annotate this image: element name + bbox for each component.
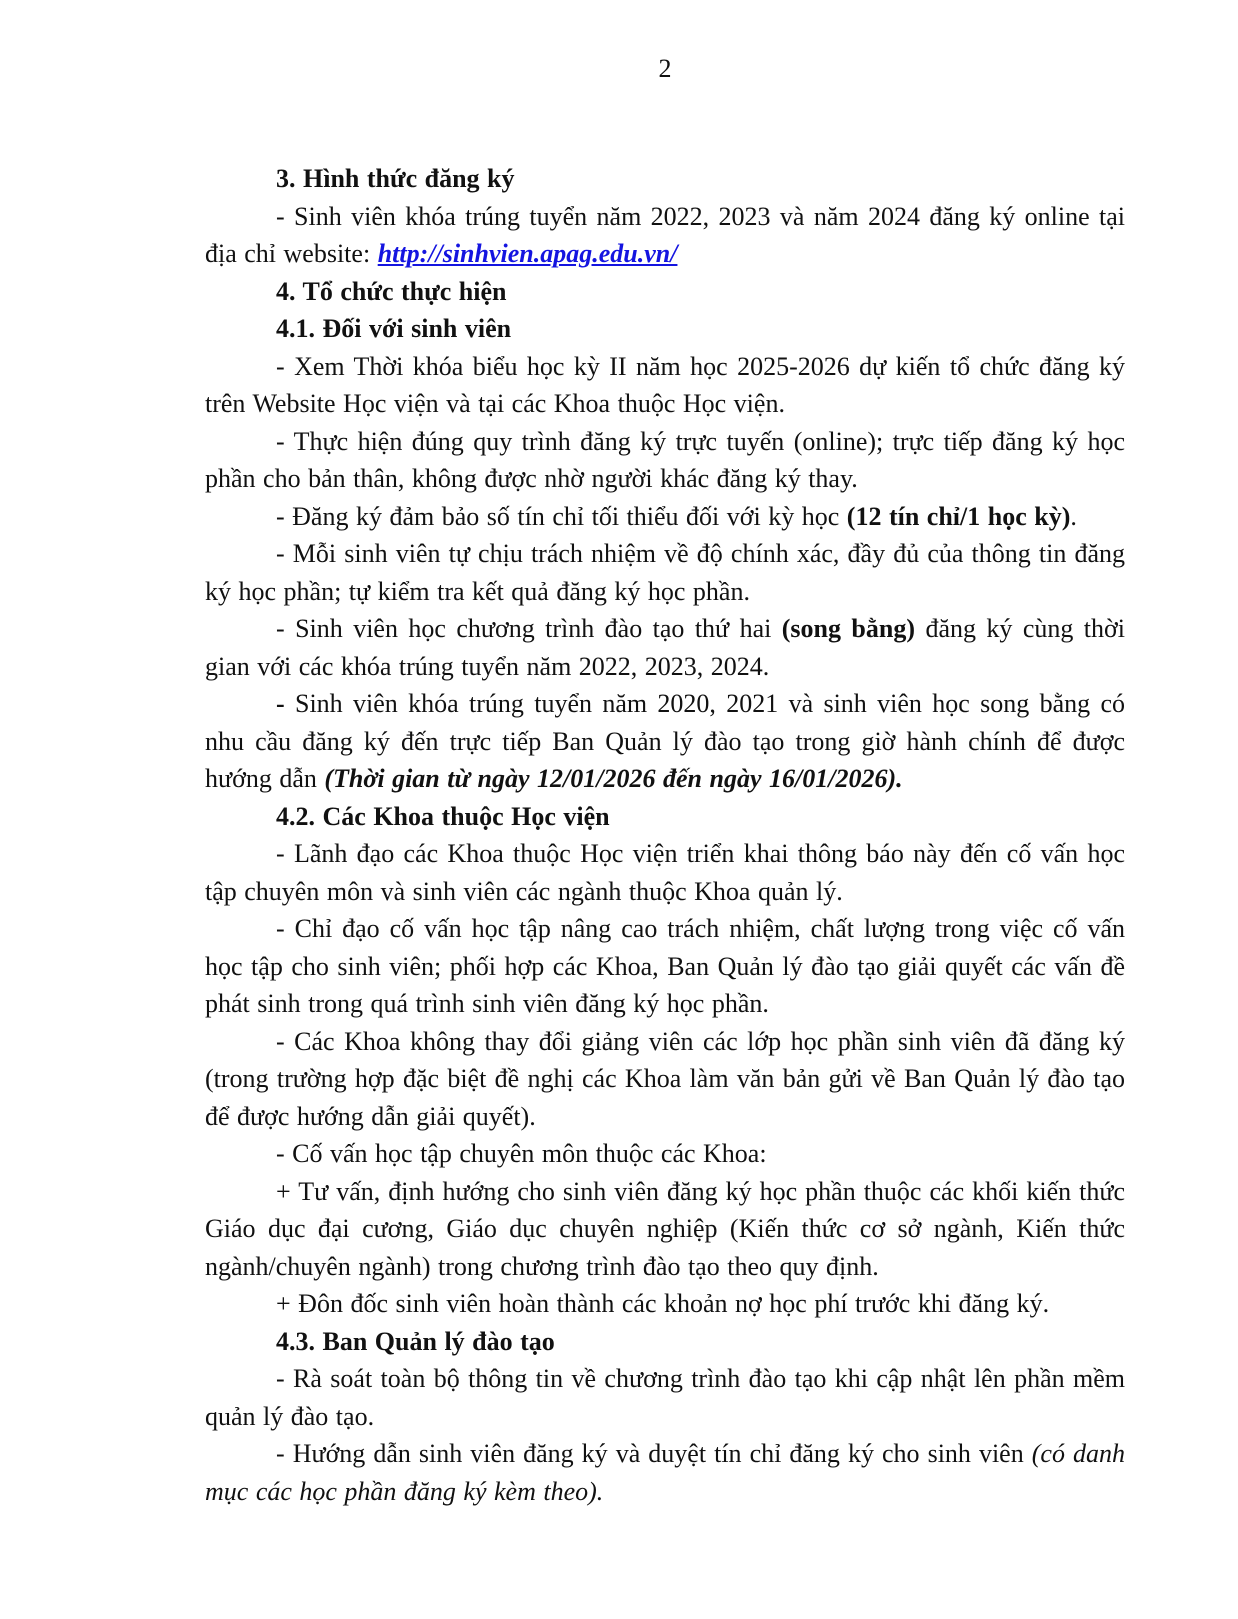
text-segment: - Mỗi sinh viên tự chịu trách nhiệm về độ chính xác, đầy đủ của thông tin đăng ký học phần; tự kiểm tra kết quả đăng ký học phần. bbox=[205, 539, 1125, 606]
heading-text: 4.1. Đối với sinh viên bbox=[276, 314, 512, 343]
text-segment-bold: - bbox=[276, 689, 295, 718]
para-tu-van-dinh-huong bbox=[205, 1173, 1125, 1286]
text-segment: - Lãnh đạo các Khoa thuộc Học viện triển khai thông báo này đến cố vấn học tập chuyên môn và sinh viên các ngành thuộc Khoa quản lý. bbox=[205, 839, 1125, 906]
heading-cac-khoa-thuoc-hoc-vien bbox=[205, 798, 1125, 836]
heading-text: 4.2. Các Khoa thuộc Học viện bbox=[276, 801, 610, 831]
para-trach-nhiem-thong-tin bbox=[205, 535, 1125, 610]
text-segment-bold-italic: (Thời gian từ ngày 12/01/2026 đến ngày 16/01/2026). bbox=[324, 764, 903, 793]
para-ra-soat-thong-tin bbox=[205, 1360, 1125, 1435]
para-don-doc-no-hoc-phi bbox=[205, 1285, 1125, 1323]
para-khoa-2020-2021 bbox=[205, 685, 1125, 798]
text-segment: Sinh viên khóa trúng tuyển năm 2020, 2021 và sinh viên học song bằng có nhu cầu đăng ký đến trực tiếp Ban Quản lý đào tạo trong giờ hành chính để được hướng dẫn bbox=[205, 689, 1125, 793]
heading-doi-voi-sinh-vien bbox=[205, 310, 1125, 348]
text-segment-italic: (có danh mục các học phần đăng ký kèm theo). bbox=[205, 1439, 1125, 1506]
heading-text: 3. Hình thức đăng ký bbox=[276, 164, 515, 193]
para-thuc-hien-quy-trinh bbox=[205, 423, 1125, 498]
text-segment: - Các Khoa không thay đổi giảng viên các lớp học phần sinh viên đã đăng ký (trong trường hợp đặc biệt đề nghị các Khoa làm văn bản gửi về Ban Quản lý đào tạo để được hướng dẫn giải quyết). bbox=[205, 1026, 1125, 1131]
text-segment: . bbox=[1070, 501, 1077, 531]
text-segment: đăng ký cùng thời gian với các khóa trúng tuyển năm 2022, 2023, 2024. bbox=[205, 614, 1125, 681]
para-huong-dan-duyet-tin-chi bbox=[205, 1435, 1125, 1510]
para-dang-ky-online bbox=[205, 198, 1125, 273]
page-number: 2 bbox=[658, 54, 672, 83]
text-segment: + Đôn đốc sinh viên hoàn thành các khoản nợ học phí trước khi đăng ký. bbox=[276, 1289, 1050, 1318]
text-segment: - Cố vấn học tập chuyên môn thuộc các Khoa: bbox=[276, 1139, 767, 1168]
text-segment: - Sinh viên khóa trúng tuyển năm 2022, 2023 và năm 2024 đăng ký online tại địa chỉ website: bbox=[205, 201, 1125, 268]
para-so-tin-chi-toi-thieu bbox=[205, 498, 1125, 536]
para-lanh-dao-cac-khoa bbox=[205, 835, 1125, 910]
heading-hinh-thuc-dang-ky bbox=[205, 160, 1125, 198]
para-song-bang bbox=[205, 610, 1125, 685]
heading-to-chuc-thuc-hien bbox=[205, 273, 1125, 311]
text-segment: - Thực hiện đúng quy trình đăng ký trực tuyến (online); trực tiếp đăng ký học phần cho bản thân, không được nhờ người khác đăng ký thay. bbox=[205, 426, 1125, 493]
text-segment: - Sinh viên học chương trình đào tạo thứ hai bbox=[276, 614, 782, 643]
text-segment: - Rà soát toàn bộ thông tin về chương trình đào tạo khi cập nhật lên phần mềm quản lý đào tạo. bbox=[205, 1364, 1125, 1431]
text-segment-bold: (song bằng) bbox=[781, 614, 916, 643]
text-segment: - Chỉ đạo cố vấn học tập nâng cao trách nhiệm, chất lượng trong việc cố vấn học tập cho sinh viên; phối hợp các Khoa, Ban Quản lý đào tạo giải quyết các vấn đề phát sinh trong quá trình sinh viên đăng ký học phần. bbox=[205, 914, 1125, 1018]
website-link[interactable]: http://sinhvien.apag.edu.vn/ bbox=[377, 239, 678, 268]
text-segment: - Xem Thời khóa biểu học kỳ II năm học 2025-2026 dự kiến tổ chức đăng ký trên Website Học viện và tại các Khoa thuộc Học viện. bbox=[205, 351, 1125, 418]
text-segment-bold: (12 tín chỉ/1 học kỳ) bbox=[846, 501, 1071, 531]
para-chi-dao-co-van bbox=[205, 910, 1125, 1023]
document-body bbox=[205, 160, 1125, 1510]
heading-text: 4.3. Ban Quản lý đào tạo bbox=[276, 1326, 555, 1356]
text-segment: + Tư vấn, định hướng cho sinh viên đăng ký học phần thuộc các khối kiến thức Giáo dục đại cương, Giáo dục chuyên nghiệp (Kiến thức cơ sở ngành, Kiến thức ngành/chuyên ngành) trong chương trình đào tạo theo quy định. bbox=[205, 1176, 1125, 1281]
para-co-van-hoc-tap bbox=[205, 1135, 1125, 1173]
heading-text: 4. Tổ chức thực hiện bbox=[276, 276, 507, 306]
text-segment: - Đăng ký đảm bảo số tín chỉ tối thiểu đối với kỳ học bbox=[276, 501, 847, 531]
text-segment: - Hướng dẫn sinh viên đăng ký và duyệt tín chỉ đăng ký cho sinh viên bbox=[276, 1439, 1032, 1468]
para-xem-thoi-khoa-bieu bbox=[205, 348, 1125, 423]
heading-ban-quan-ly-dao-tao bbox=[205, 1323, 1125, 1361]
para-khong-thay-doi-giang-vien bbox=[205, 1023, 1125, 1136]
